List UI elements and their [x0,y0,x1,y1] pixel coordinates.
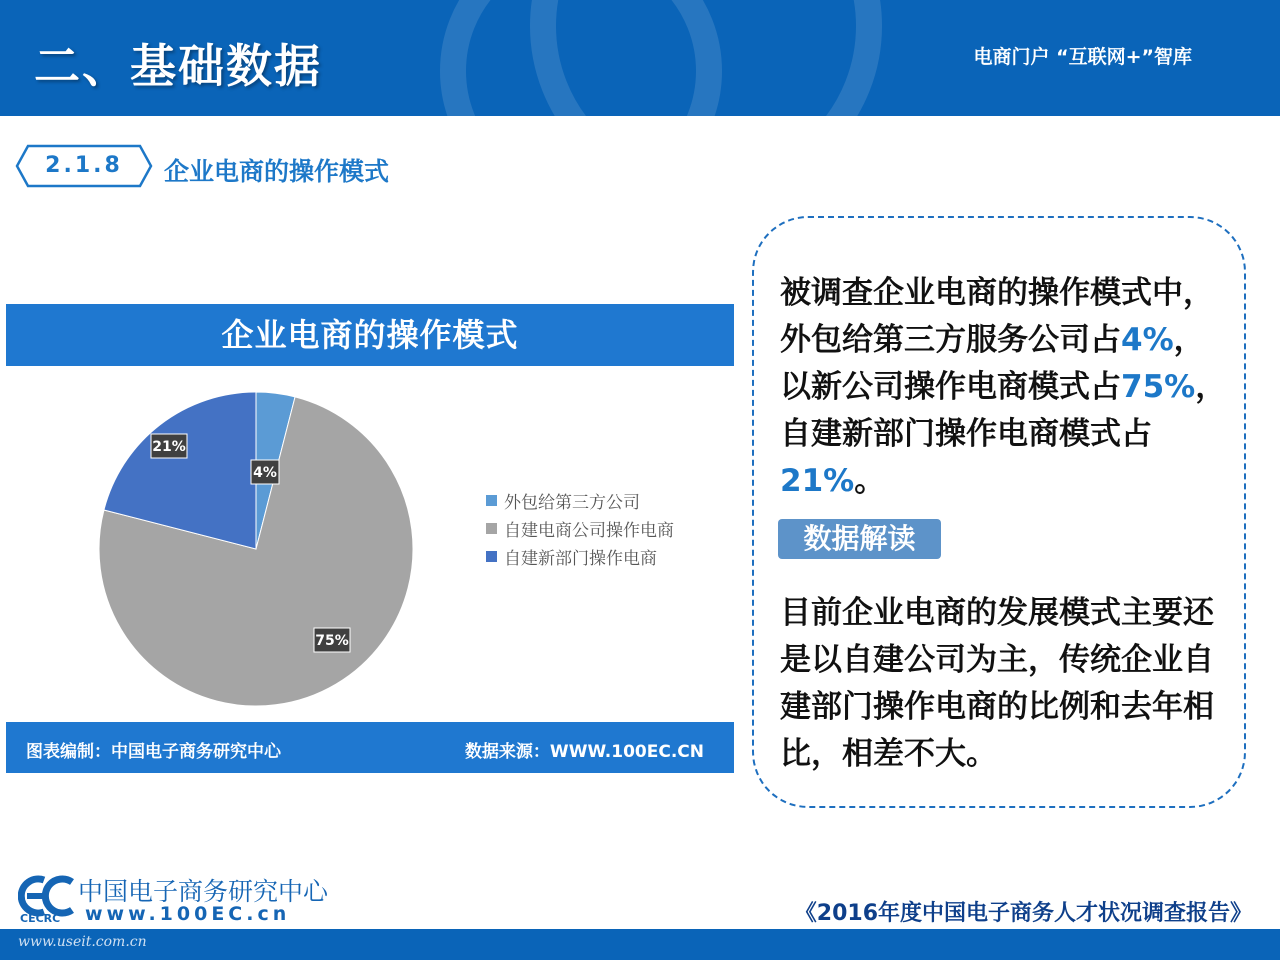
insight-text-a: 被调查企业电商的操作模式中，外包给第三方服务公司占 [780,275,1214,358]
section-title: 企业电商的操作模式 [164,157,390,186]
chart-legend [486,486,674,570]
pie-data-label-1 [251,460,279,484]
insight-text-b: ，以新公司操作电商模式占 [780,322,1205,405]
svg-text:21%: 21% [152,439,186,455]
org-abbreviation: CECRC [20,912,61,925]
legend-label: 外包给第三方公司 [504,492,640,513]
org-url: www.100EC.cn [85,903,291,925]
bottom-bar [0,929,1280,960]
pie-data-label-3 [151,434,187,458]
chart-compiler: 图表编制：中国电子商务研究中心 [26,742,281,762]
legend-item-3 [486,542,674,570]
pie-data-label-2 [314,628,350,652]
watermark: www.useit.com.cn [18,934,147,950]
header-tagline: 电商门户 “互联网+”智库 [973,46,1192,68]
svg-text:4%: 4% [253,465,277,481]
data-interpretation-badge: 数据解读 [778,519,941,559]
legend-swatch [486,551,497,562]
legend-swatch [486,495,497,506]
insight-text-c: ，自建新部门操作电商模式占 [780,369,1227,452]
pie-chart [0,0,740,780]
insight-value-outsourced: 4% [1121,322,1174,358]
chart-title: 企业电商的操作模式 [6,304,734,366]
insight-text-d: 。 [854,463,886,499]
section-number: 2.1.8 [45,153,123,178]
insight-value-new-department: 21% [780,463,855,499]
chart-source: 数据来源：WWW.100EC.CN [464,742,704,762]
org-name: 中国电子商务研究中心 [78,877,329,906]
legend-item-2 [486,514,674,542]
page-title: 二、基础数据 [34,39,322,93]
insight-paragraph [780,270,1230,505]
legend-item-1 [486,486,674,514]
interpretation-paragraph: 目前企业电商的发展模式主要还是以自建公司为主，传统企业自建部门操作电商的比例和去年相比，相差不大。 [780,595,1214,772]
legend-label: 自建电商公司操作电商 [504,520,674,541]
report-title: 《2016年度中国电子商务人才状况调查报告》 [794,901,1252,926]
svg-text:75%: 75% [315,633,349,649]
legend-swatch [486,523,497,534]
insight-value-new-company: 75% [1121,369,1196,405]
legend-label: 自建新部门操作电商 [504,548,657,569]
